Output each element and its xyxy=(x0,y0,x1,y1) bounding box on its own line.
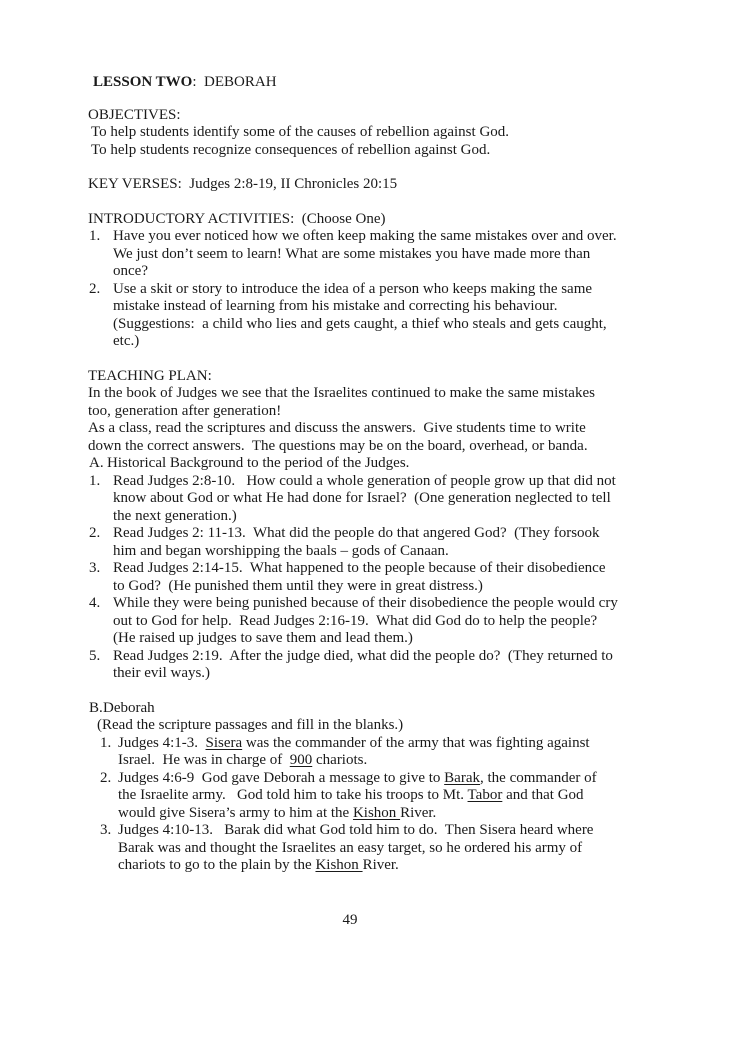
item-number: 2. xyxy=(89,525,101,541)
key-verses-line: KEY VERSES: Judges 2:8-19, II Chronicles 20:15 xyxy=(88,176,398,192)
section-label: A. xyxy=(89,455,104,471)
objectives-heading: OBJECTIVES: xyxy=(88,106,181,123)
item-text: Read Judges 2:8-10. How could a whole generation of people grow up that did not know about God or what He had done for Israel? (One generation neglected to tell the next generation.) xyxy=(113,472,620,524)
list-item xyxy=(100,735,618,770)
list-item xyxy=(88,281,618,351)
item-number: 4. xyxy=(89,595,101,611)
lesson-title-subject: : DEBORAH xyxy=(192,74,277,90)
item-number: 3. xyxy=(100,822,112,838)
teaching-paragraph: In the book of Judges we see that the Israelites continued to make the same mistakes too, generation after generation! xyxy=(88,385,599,419)
item-number: 3. xyxy=(89,560,101,576)
item-text: Use a skit or story to introduce the idea of a person who keeps making the same mistake instead of learning from his mistake and correcting his behaviour. (Suggestions: a child who lies and gets caught, a thief who steals and gets caught, etc.) xyxy=(113,280,611,349)
introductory-activities-heading: INTRODUCTORY ACTIVITIES: (Choose One) xyxy=(88,210,386,227)
text-run: River. xyxy=(362,857,399,873)
teaching-plan-heading: TEACHING PLAN: xyxy=(88,367,212,384)
introductory-activities-section xyxy=(88,210,624,351)
item-text: While they were being punished because of their disobedience the people would cry out to God for help. Read Judges 2:16-19. What did God do to help the people? (He raised up judges to save them and lead them.) xyxy=(113,595,622,646)
objective-line: To help students identify some of the causes of rebellion against God. xyxy=(91,124,510,140)
list-item xyxy=(88,560,618,595)
fill-in-blank-answer: Barak xyxy=(444,769,480,786)
item-number: 2. xyxy=(100,769,112,786)
section-title: Historical Background to the period of the Judges. xyxy=(107,455,410,471)
fill-in-blank-answer: 900 xyxy=(289,752,313,768)
text-run: River. xyxy=(400,804,437,821)
list-item xyxy=(88,525,618,560)
fill-in-blank-answer: Sisera xyxy=(205,734,243,751)
list-item xyxy=(100,822,618,875)
list-item xyxy=(100,770,618,823)
text-run: Judges 4:1-3. xyxy=(118,734,206,751)
section-b xyxy=(88,700,618,875)
section-title: Deborah xyxy=(103,699,155,716)
item-text: Read Judges 2:19. After the judge died, what did the people do? (They returned to their evil ways.) xyxy=(113,647,617,681)
item-text: Have you ever noticed how we often keep making the same mistakes over and over. We just don’t seem to learn! What are some mistakes you have made more than once? xyxy=(113,228,624,279)
item-number: 1. xyxy=(89,228,101,244)
lesson-title xyxy=(93,74,618,92)
objectives-section xyxy=(88,107,618,160)
list-item xyxy=(88,595,622,648)
section-a-heading xyxy=(88,455,618,473)
fill-in-blank-answer: Tabor xyxy=(467,787,503,803)
list-item xyxy=(88,228,624,281)
list-item xyxy=(88,473,618,526)
objective-line: To help students recognize consequences of rebellion against God. xyxy=(91,141,491,158)
section-b-note: (Read the scripture passages and fill in the blanks.) xyxy=(97,717,404,733)
teaching-plan-section xyxy=(88,367,622,683)
text-run: and that God would give Sisera’s army to him at the xyxy=(118,787,588,821)
item-text xyxy=(118,822,618,875)
item-number: 1. xyxy=(100,734,112,751)
item-text: Read Judges 2: 11-13. What did the people do that angered God? (They forsook him and began worshipping the baals – gods of Canaan. xyxy=(113,525,604,559)
list-item xyxy=(88,648,618,683)
page-number: 49 xyxy=(342,912,358,928)
section-b-heading xyxy=(88,700,618,718)
section-label: B. xyxy=(89,699,103,716)
teaching-paragraph: As a class, read the scriptures and discuss the answers. Give students time to write down the correct answers. The questions may be on the board, overhead, or banda. xyxy=(88,420,590,454)
text-run: was the commander of the army that was fighting against Israel. He was in charge of xyxy=(118,734,594,768)
item-text xyxy=(118,770,618,823)
text-run: Judges 4:6-9 God gave Deborah a message to give to xyxy=(118,769,445,786)
fill-in-blank-answer: Kishon xyxy=(315,857,363,873)
item-number: 2. xyxy=(89,280,101,297)
lesson-title-label: LESSON TWO xyxy=(93,74,193,90)
item-number: 1. xyxy=(89,472,101,489)
item-text xyxy=(118,735,618,770)
text-run: Judges 4:10-13. Barak did what God told him to do. Then Sisera heard where Barak was and thought the Israelites an easy target, so he ordered his army of chariots to go to the plain by the xyxy=(118,822,598,873)
item-number: 5. xyxy=(89,647,101,664)
text-run: chariots. xyxy=(312,752,368,768)
page-content xyxy=(88,74,624,875)
text-run: , the commander of the Israelite army. God told him to take his troops to Mt. xyxy=(118,769,601,803)
item-text: Read Judges 2:14-15. What happened to the people because of their disobedience to God? (He punished them until they were in great distress.) xyxy=(113,560,610,594)
fill-in-blank-answer: Kishon xyxy=(352,804,401,821)
